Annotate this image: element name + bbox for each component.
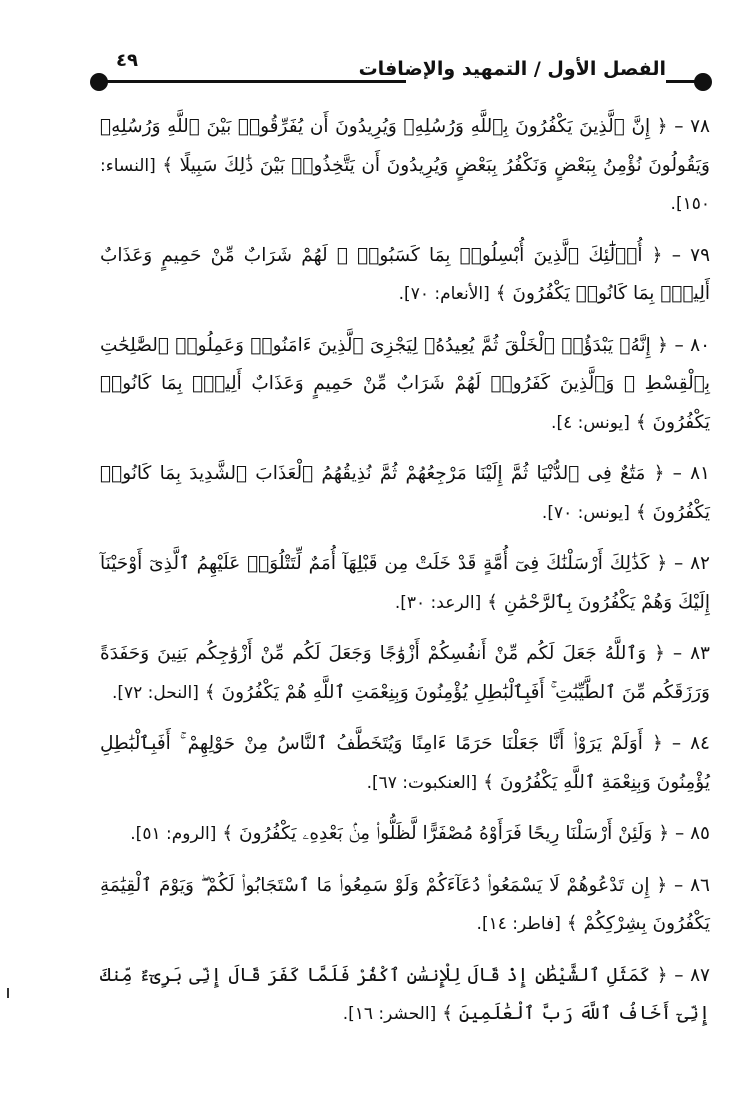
close-bracket: ﴾ xyxy=(635,411,647,433)
entry-number: ٧٩ – xyxy=(671,244,711,266)
open-bracket: ﴿ xyxy=(657,334,669,356)
verse-entry xyxy=(100,327,710,443)
verse-reference: [النحل: ٧٢]. xyxy=(111,682,199,703)
page-body xyxy=(100,108,710,1034)
page-number: ٤٩ xyxy=(116,50,138,71)
verse-text: إِنَّهُۥ يَبْدَؤُا۟ ٱلْخَلْقَ ثُمَّ يُعِيدُهُۥ لِيَجْزِىَ ٱلَّذِينَ ءَامَنُوا۟ وَعَمِلُوا۟ ٱلصَّٰلِحَٰتِ بِٱلْقِسْطِ ۚ وَٱلَّذِينَ كَفَرُوا۟ لَهُمْ شَرَابٌ مِّنْ حَمِيمٍ وَعَذَابٌ أَلِيمٌۢ بِمَا كَانُوا۟ يَكْفُرُونَ xyxy=(100,334,710,433)
verse-text: كَذَٰلِكَ أَرْسَلْنَٰكَ فِىٓ أُمَّةٍ قَدْ خَلَتْ مِن قَبْلِهَآ أُمَمٌ لِّتَتْلُوَا۟ عَلَيْهِمُ ٱلَّذِىٓ أَوْحَيْنَآ إِلَيْكَ وَهُمْ يَكْفُرُونَ بِٱلرَّحْمَٰنِ xyxy=(100,553,710,613)
verse-entry xyxy=(100,725,710,802)
header-dot-right xyxy=(694,73,712,91)
verse-entry xyxy=(100,957,710,1034)
close-bracket: ﴾ xyxy=(222,823,234,844)
header-rule-right xyxy=(666,80,696,83)
entry-number: ٨٥ – xyxy=(674,823,710,844)
verse-reference: [الأنعام: ٧٠]. xyxy=(398,284,490,304)
entry-number: ٧٨ – xyxy=(674,116,710,137)
entry-number: ٨٠ – xyxy=(674,334,711,356)
verse-text: إِنَّ ٱلَّذِينَ يَكْفُرُونَ بِٱللَّهِ وَرُسُلِهِۦ وَيُرِيدُونَ أَن يُفَرِّقُوا۟ بَيْنَ ٱللَّهِ وَرُسُلِهِۦ وَيَقُولُونَ نُؤْمِنُ بِبَعْضٍ وَنَكْفُرُ بِبَعْضٍ وَيُرِيدُونَ أَن يَتَّخِذُوا۟ بَيْنَ ذَٰلِكَ سَبِيلًا xyxy=(100,116,710,176)
verse-entry xyxy=(100,815,710,854)
entry-number: ٨٦ – xyxy=(674,874,710,896)
verse-entry xyxy=(100,455,710,532)
close-bracket: ﴾ xyxy=(162,154,174,176)
open-bracket: ﴿ xyxy=(656,553,668,574)
entry-number: ٨١ – xyxy=(672,463,710,484)
open-bracket: ﴿ xyxy=(653,463,665,484)
verse-text: أَوَلَمْ يَرَوْا۟ أَنَّا جَعَلْنَا حَرَمًا ءَامِنًا وَيُتَخَطَّفُ ٱلنَّاسُ مِنْ حَوْلِهِمْ ۚ أَفَبِٱلْبَٰطِلِ يُؤْمِنُونَ وَبِنِعْمَةِ ٱللَّهِ يَكْفُرُونَ xyxy=(100,733,710,793)
verse-reference: [النساء: ١٥٠]. xyxy=(100,155,710,214)
verse-text: وَٱللَّهُ جَعَلَ لَكُم مِّنْ أَنفُسِكُمْ أَزْوَٰجًا وَجَعَلَ لَكُم مِّنْ أَزْوَٰجِكُم بَنِينَ وَحَفَدَةً وَرَزَقَكُم مِّنَ ٱلطَّيِّبَٰتِ ۚ أَفَبِٱلْبَٰطِلِ يُؤْمِنُونَ وَبِنِعْمَتِ ٱللَّهِ هُمْ يَكْفُرُونَ xyxy=(100,643,710,703)
verse-reference: [العنكبوت: ٦٧]. xyxy=(366,772,478,793)
verse-entry xyxy=(100,545,710,622)
open-bracket: ﴿ xyxy=(658,823,670,844)
verse-entry xyxy=(100,635,710,712)
chapter-title: الفصل الأول / التمهيد والإضافات xyxy=(358,58,666,80)
open-bracket: ﴿ xyxy=(651,733,663,754)
header-rule xyxy=(106,80,406,83)
close-bracket: ﴾ xyxy=(483,771,494,793)
open-bracket: ﴿ xyxy=(654,643,665,664)
open-bracket: ﴿ xyxy=(656,874,668,896)
verse-text: أُو۟لَٰٓئِكَ ٱلَّذِينَ أُبْسِلُوا۟ بِمَا كَسَبُوا۟ ۖ لَهُمْ شَرَابٌ مِّنْ حَمِيمٍ وَعَذَابٌ أَلِيمٌۢ بِمَا كَانُوا۟ يَكْفُرُونَ xyxy=(100,244,710,304)
close-bracket: ﴾ xyxy=(442,1003,453,1024)
verse-entry xyxy=(100,108,710,224)
open-bracket: ﴿ xyxy=(656,964,668,986)
verse-text: كَمَثَلِ ٱلشَّيْطَٰنِ إِذْ قَالَ لِلْإِنسَٰنِ ٱكْفُرْ فَلَمَّا كَفَرَ قَالَ إِنِّى بَرِىٓءٌ مِّنكَ إِنِّىٓ أَخَافُ ٱللَّهَ رَبَّ ٱلْعَٰلَمِينَ xyxy=(100,964,710,1024)
entry-number: ٨٣ – xyxy=(672,643,710,664)
verse-text: إِن تَدْعُوهُمْ لَا يَسْمَعُوا۟ دُعَآءَكُمْ وَلَوْ سَمِعُوا۟ مَا ٱسْتَجَابُوا۟ لَكُمْ ۖ وَيَوْمَ ٱلْقِيَٰمَةِ يَكْفُرُونَ بِشِرْكِكُمْ xyxy=(100,874,710,934)
verse-entry xyxy=(100,867,710,944)
close-bracket: ﴾ xyxy=(566,913,578,934)
verse-reference: [الرعد: ٣٠]. xyxy=(394,592,482,613)
page-header xyxy=(76,52,706,92)
verse-reference: [فاطر: ١٤]. xyxy=(476,914,561,934)
open-bracket: ﴿ xyxy=(656,116,668,137)
close-bracket: ﴾ xyxy=(495,283,507,304)
entry-number: ٨٤ – xyxy=(671,733,710,754)
verse-reference: [يونس: ٤]. xyxy=(551,412,630,433)
entry-number: ٨٧ – xyxy=(674,964,710,986)
close-bracket: ﴾ xyxy=(487,591,499,613)
verse-reference: [يونس: ٧٠]. xyxy=(541,502,630,523)
close-bracket: ﴾ xyxy=(204,681,216,703)
verse-reference: [الحشر: ١٦]. xyxy=(342,1004,437,1024)
verse-reference: [الروم: ٥١]. xyxy=(130,824,217,844)
open-bracket: ﴿ xyxy=(651,244,663,266)
close-bracket: ﴾ xyxy=(635,501,647,523)
verse-text: وَلَئِنْ أَرْسَلْنَا رِيحًا فَرَأَوْهُ مُصْفَرًّا لَّظَلُّوا۟ مِنۢ بَعْدِهِۦ يَكْفُرُونَ xyxy=(239,823,653,844)
margin-mark xyxy=(7,988,9,998)
entry-number: ٨٢ – xyxy=(674,553,710,574)
verse-entry xyxy=(100,237,710,314)
verse-text: مَتَٰعٌ فِى ٱلدُّنْيَا ثُمَّ إِلَيْنَا مَرْجِعُهُمْ ثُمَّ نُذِيقُهُمُ ٱلْعَذَابَ ٱلشَّدِيدَ بِمَا كَانُوا۟ يَكْفُرُونَ xyxy=(100,463,710,523)
